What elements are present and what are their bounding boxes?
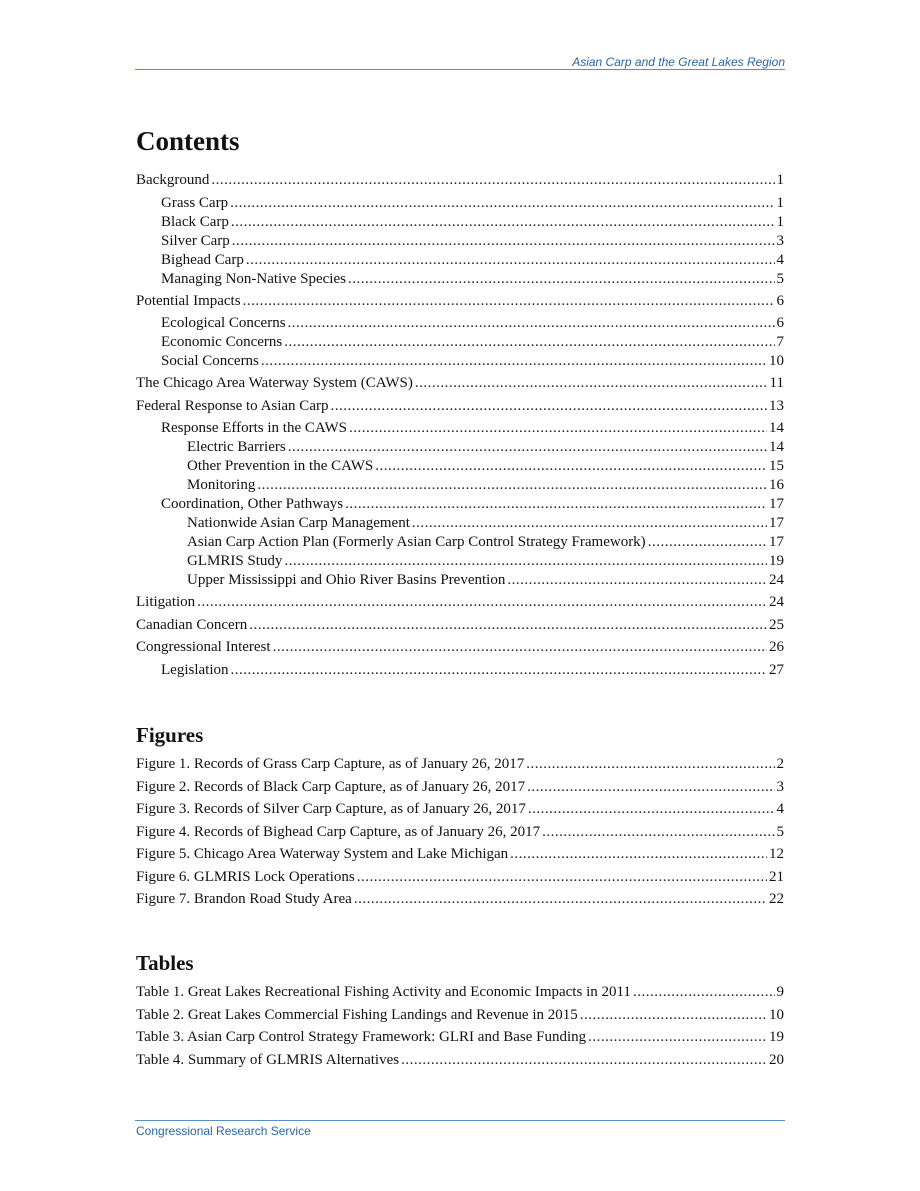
toc-entry-title: Table 3. Asian Carp Control Strategy Framework: GLRI and Base Funding: [136, 1029, 587, 1045]
toc-entry-page: 14: [769, 420, 784, 436]
toc-entry-title: Table 2. Great Lakes Commercial Fishing Landings and Revenue in 2015: [136, 1006, 578, 1023]
toc-leader-dots: [507, 572, 767, 589]
toc-entry-title: Ecological Concerns: [161, 315, 286, 331]
toc-entry[interactable]: [136, 779, 784, 802]
toc-entry-title: Federal Response to Asian Carp: [136, 397, 329, 414]
toc-entry-title: Potential Impacts: [136, 292, 241, 309]
toc-entry-page: 21: [769, 868, 784, 885]
toc-entry-title: Figure 6. GLMRIS Lock Operations: [136, 868, 355, 885]
toc-entry[interactable]: [136, 398, 784, 421]
toc-entry[interactable]: [136, 824, 784, 847]
toc-entry-page: 1: [776, 172, 784, 188]
toc-entry-title: Asian Carp Action Plan (Formerly Asian Carp Control Strategy Framework): [187, 534, 646, 550]
toc-entry[interactable]: [136, 439, 784, 458]
footer-text: Congressional Research Service: [136, 1124, 311, 1138]
toc-leader-dots: [284, 334, 774, 351]
figures-heading: Figures: [136, 723, 204, 747]
toc-leader-dots: [288, 315, 775, 332]
toc-entry-title: Background: [136, 172, 210, 188]
toc-entry[interactable]: [136, 534, 784, 553]
toc-entry-page: 1: [776, 213, 784, 230]
toc-entry[interactable]: [136, 496, 784, 515]
contents-list: [136, 172, 784, 681]
toc-entry[interactable]: [136, 195, 784, 214]
toc-entry[interactable]: [136, 891, 784, 914]
toc-leader-dots: [401, 1052, 767, 1069]
toc-entry-title: Response Efforts in the CAWS: [161, 420, 348, 436]
toc-entry[interactable]: [136, 1007, 784, 1030]
toc-entry-page: 10: [769, 1006, 784, 1023]
toc-entry[interactable]: [136, 594, 784, 617]
toc-leader-dots: [648, 534, 767, 551]
toc-entry[interactable]: [136, 756, 784, 779]
toc-entry-page: 5: [776, 270, 784, 287]
toc-entry-page: 12: [769, 846, 784, 862]
toc-leader-dots: [580, 1007, 767, 1024]
header-rule: [135, 69, 785, 70]
toc-entry-title: Canadian Concern: [136, 616, 248, 633]
toc-entry-page: 9: [776, 984, 784, 1000]
toc-leader-dots: [375, 458, 767, 475]
running-header-title: Asian Carp and the Great Lakes Region: [572, 55, 785, 69]
toc-leader-dots: [246, 252, 775, 269]
tables-list: [136, 984, 784, 1074]
toc-entry-page: 22: [769, 891, 784, 907]
toc-entry[interactable]: [136, 458, 784, 477]
toc-entry-title: Congressional Interest: [136, 639, 271, 655]
toc-entry-page: 24: [769, 594, 784, 610]
toc-entry-page: 19: [769, 553, 784, 569]
toc-entry-title: GLMRIS Study: [187, 553, 283, 569]
toc-entry-page: 7: [776, 334, 784, 350]
toc-entry[interactable]: [136, 172, 784, 195]
toc-entry[interactable]: [136, 271, 784, 293]
toc-leader-dots: [257, 477, 767, 494]
toc-leader-dots: [354, 891, 767, 908]
toc-leader-dots: [284, 553, 767, 570]
toc-entry-page: 5: [776, 823, 784, 840]
toc-leader-dots: [261, 353, 767, 370]
toc-leader-dots: [243, 293, 775, 310]
toc-entry-page: 10: [769, 353, 784, 369]
toc-leader-dots: [330, 398, 767, 415]
toc-leader-dots: [357, 869, 767, 886]
toc-entry-title: Figure 7. Brandon Road Study Area: [136, 891, 352, 907]
toc-entry-title: The Chicago Area Waterway System (CAWS): [136, 375, 413, 391]
toc-leader-dots: [231, 662, 768, 679]
toc-entry-title: Table 1. Great Lakes Recreational Fishing Activity and Economic Impacts in 2011: [136, 984, 631, 1000]
toc-leader-dots: [232, 233, 775, 250]
toc-entry-title: Managing Non-Native Species: [161, 270, 346, 287]
toc-leader-dots: [349, 420, 767, 437]
toc-leader-dots: [249, 617, 767, 634]
footer-rule: [135, 1120, 785, 1121]
toc-entry[interactable]: [136, 334, 784, 353]
toc-entry[interactable]: [136, 662, 784, 681]
toc-entry[interactable]: [136, 252, 784, 271]
toc-entry[interactable]: [136, 617, 784, 640]
toc-entry-page: 16: [769, 477, 784, 493]
toc-entry-page: 1: [776, 194, 784, 211]
toc-entry-title: Bighead Carp: [161, 251, 244, 268]
toc-entry-page: 14: [769, 439, 784, 455]
toc-entry-page: 6: [776, 292, 784, 309]
toc-leader-dots: [211, 172, 774, 189]
toc-entry[interactable]: [136, 572, 784, 594]
toc-entry[interactable]: [136, 984, 784, 1007]
toc-entry[interactable]: [136, 846, 784, 869]
toc-entry[interactable]: [136, 315, 784, 334]
toc-leader-dots: [510, 846, 767, 863]
tables-heading: Tables: [136, 951, 194, 975]
toc-entry-page: 17: [769, 496, 784, 512]
toc-entry-title: Figure 3. Records of Silver Carp Capture, as of January 26, 2017: [136, 801, 526, 817]
contents-heading: Contents: [136, 126, 240, 156]
toc-leader-dots: [542, 824, 774, 841]
toc-entry[interactable]: [136, 553, 784, 572]
toc-entry-title: Table 4. Summary of GLMRIS Alternatives: [136, 1051, 400, 1068]
toc-leader-dots: [288, 439, 767, 456]
toc-leader-dots: [415, 375, 768, 392]
toc-entry-page: 20: [769, 1051, 784, 1068]
toc-entry[interactable]: [136, 233, 784, 252]
toc-entry-title: Figure 2. Records of Black Carp Capture, as of January 26, 2017: [136, 778, 526, 795]
figures-list: [136, 756, 784, 914]
toc-entry[interactable]: [136, 477, 784, 496]
toc-leader-dots: [526, 756, 774, 773]
toc-entry-title: Social Concerns: [161, 353, 259, 369]
toc-leader-dots: [633, 984, 775, 1001]
toc-entry-page: 11: [769, 375, 784, 391]
toc-entry-title: Upper Mississippi and Ohio River Basins Prevention: [187, 572, 506, 588]
toc-entry[interactable]: [136, 515, 784, 534]
toc-entry[interactable]: [136, 214, 784, 233]
toc-leader-dots: [230, 195, 774, 212]
toc-leader-dots: [588, 1029, 767, 1046]
toc-entry-page: 2: [776, 756, 784, 772]
toc-entry[interactable]: [136, 869, 784, 892]
toc-entry-page: 15: [769, 458, 784, 474]
toc-entry-title: Figure 1. Records of Grass Carp Capture, as of January 26, 2017: [136, 756, 525, 772]
toc-entry-page: 3: [776, 778, 784, 795]
toc-entry-page: 27: [769, 661, 784, 678]
toc-entry[interactable]: [136, 293, 784, 316]
toc-entry-title: Grass Carp: [161, 194, 229, 211]
toc-entry[interactable]: [136, 420, 784, 439]
toc-entry[interactable]: [136, 801, 784, 824]
toc-entry-page: 25: [769, 616, 784, 633]
toc-entry-page: 26: [769, 639, 784, 655]
toc-leader-dots: [345, 496, 767, 513]
toc-entry-title: Figure 5. Chicago Area Waterway System and Lake Michigan: [136, 846, 509, 862]
toc-entry[interactable]: [136, 353, 784, 375]
toc-entry-page: 6: [776, 315, 784, 331]
toc-leader-dots: [273, 639, 767, 656]
toc-entry-page: 24: [769, 572, 784, 588]
toc-entry[interactable]: [136, 375, 784, 398]
toc-leader-dots: [412, 515, 767, 532]
toc-entry-page: 4: [776, 251, 784, 268]
toc-entry[interactable]: [136, 639, 784, 662]
toc-entry-title: Figure 4. Records of Bighead Carp Capture, as of January 26, 2017: [136, 823, 541, 840]
toc-leader-dots: [527, 779, 774, 796]
toc-entry-page: 13: [769, 397, 784, 414]
toc-leader-dots: [197, 594, 767, 611]
toc-entry-title: Electric Barriers: [187, 439, 286, 455]
toc-entry-title: Nationwide Asian Carp Management: [187, 515, 410, 531]
toc-entry-page: 4: [776, 801, 784, 817]
toc-entry-title: Legislation: [161, 661, 229, 678]
toc-entry-page: 17: [769, 534, 784, 550]
toc-entry-page: 19: [769, 1029, 784, 1045]
toc-entry-title: Other Prevention in the CAWS: [187, 458, 374, 474]
toc-entry[interactable]: [136, 1029, 784, 1052]
toc-entry-title: Monitoring: [187, 477, 256, 493]
toc-entry[interactable]: [136, 1052, 784, 1075]
toc-leader-dots: [231, 214, 775, 231]
toc-entry-title: Economic Concerns: [161, 334, 283, 350]
toc-entry-title: Black Carp: [161, 213, 229, 230]
toc-entry-page: 17: [769, 515, 784, 531]
toc-entry-title: Coordination, Other Pathways: [161, 496, 344, 512]
toc-leader-dots: [348, 271, 775, 288]
toc-entry-title: Silver Carp: [161, 232, 230, 249]
toc-entry-title: Litigation: [136, 594, 196, 610]
toc-leader-dots: [528, 801, 775, 818]
toc-entry-page: 3: [776, 232, 784, 249]
